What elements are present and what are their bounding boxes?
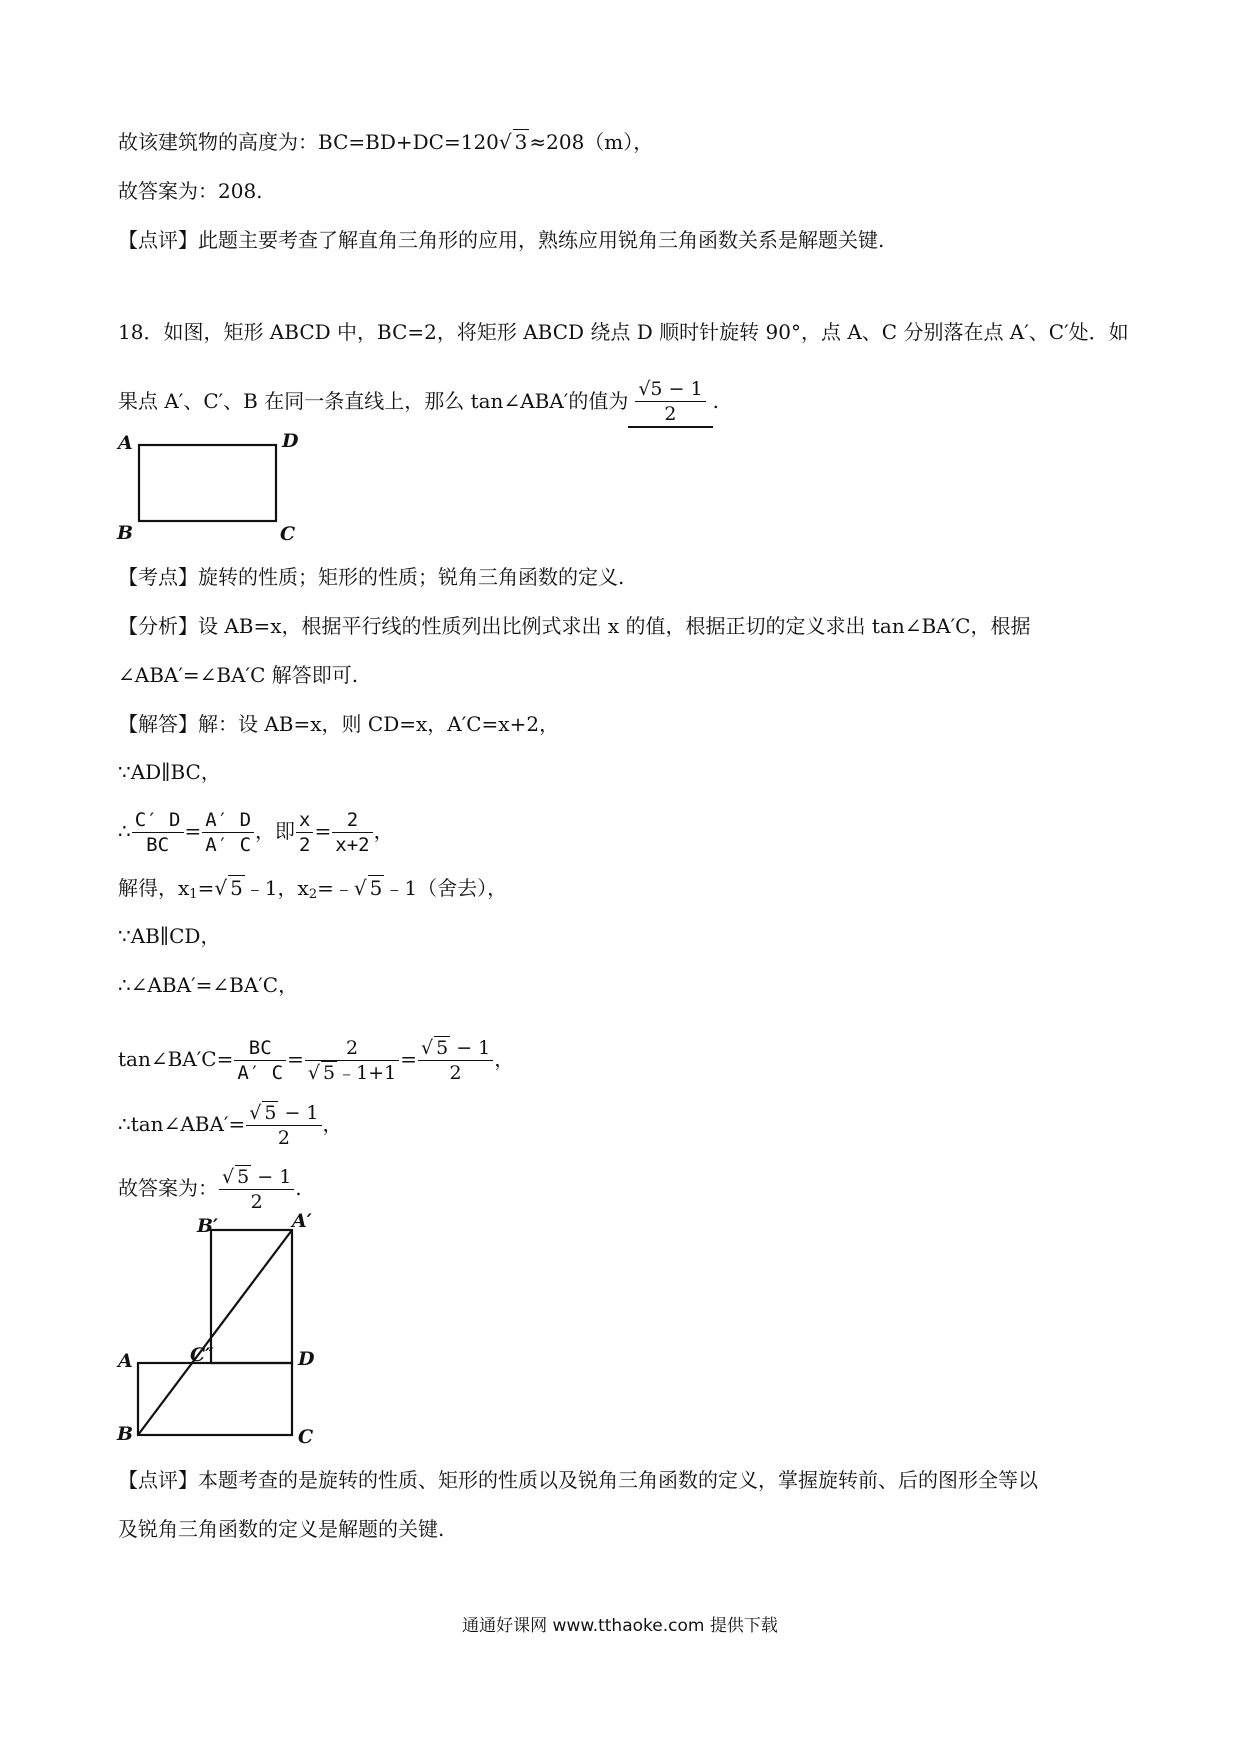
equals: = (184, 819, 202, 843)
figure-rectangle-abcd (110, 428, 330, 543)
sqrt-radicand: 5 (369, 876, 383, 900)
equals: = (197, 876, 215, 900)
sqrt-radicand: 5 (230, 876, 243, 900)
figure-rotation (110, 1205, 350, 1445)
label-b-prime: B′ (197, 1215, 219, 1237)
equals: = (400, 1047, 417, 1071)
comment-line2: 及锐角三角函数的定义是解题的关键. (118, 1517, 445, 1541)
frac-den: A′ C (237, 1062, 284, 1084)
kaodian: 【考点】旋转的性质；矩形的性质；锐角三角函数的定义. (118, 565, 625, 589)
frac-num: 2 (305, 1036, 399, 1061)
rectangle-abcd (138, 1363, 292, 1435)
label-b: B (117, 1423, 134, 1445)
sqrt-symbol: √ (249, 1102, 262, 1124)
fraction-a-d-a-c (202, 808, 254, 857)
frac-den: 2 (277, 1127, 290, 1149)
tan-computation (118, 1036, 514, 1085)
sqrt-radicand: 3 (514, 130, 528, 154)
frac-den (305, 1061, 399, 1085)
rectangle-abcd (139, 445, 276, 521)
den-rest: ﹣1+1 (337, 1062, 397, 1084)
solve-suffix: ﹣1（舍去）， (384, 876, 508, 900)
comment-line1: 【点评】本题考查的是旋转的性质、矩形的性质以及锐角三角函数的定义，掌握旋转前、后的图形全等以 (118, 1468, 1038, 1492)
frac-den: BC (146, 834, 170, 856)
frac-num: x (296, 808, 313, 833)
page-footer: 通通好课网 www.tthaoke.com 提供下载 (462, 1616, 778, 1636)
frac-num (418, 1036, 493, 1061)
height-text: 故该建筑物的高度为：BC=BD+DC=120 (118, 130, 499, 154)
label-b: B (117, 522, 134, 543)
num-rest: − 1 (450, 1037, 491, 1059)
sqrt-radicand: 5 (264, 1102, 277, 1124)
sqrt-symbol: √ (222, 1166, 235, 1188)
fraction-2-x2 (332, 808, 372, 857)
label-c-prime: C″ (190, 1344, 214, 1366)
therefore-symbol: ∴ (118, 819, 131, 843)
comma: ， (494, 1047, 515, 1071)
sqrt-symbol: √ (307, 1062, 320, 1084)
frac-den: 2 (250, 1191, 263, 1213)
height-suffix: ≈208（m）， (529, 130, 654, 154)
fraction-x-2 (296, 808, 313, 857)
equals-minus: =﹣ (317, 876, 354, 900)
frac-den: A′ C (205, 834, 252, 856)
label-a: A (118, 432, 133, 454)
res-prefix: ∴tan∠ABA′= (118, 1112, 246, 1136)
answer-numerator: √5 − 1 (635, 377, 705, 402)
period: . (295, 1176, 302, 1200)
num-rest: − 1 (278, 1102, 319, 1124)
solve-line (118, 874, 507, 902)
answer-denominator: 2 (664, 403, 677, 425)
equals: = (287, 1047, 304, 1071)
frac-num: A′ D (202, 808, 254, 833)
num-rest: − 1 (251, 1166, 292, 1188)
proportion-line (118, 808, 394, 857)
frac-den: 2 (299, 834, 311, 856)
jieda-line: 【解答】解：设 AB=x，则 CD=x，A′C=x+2， (118, 712, 560, 736)
prev-comment: 【点评】此题主要考查了解直角三角形的应用，熟练应用锐角三角函数关系是解题关键. (118, 228, 885, 252)
sqrt-radicand: 5 (322, 1062, 336, 1084)
sqrt-radicand: 5 (436, 1037, 449, 1059)
sqrt-radicand: 5 (237, 1166, 250, 1188)
final-prefix: 故答案为： (118, 1176, 218, 1200)
fraction-result (246, 1101, 321, 1150)
sqrt-symbol: √ (420, 1037, 434, 1059)
frac-num: 2 (332, 808, 372, 833)
prev-answer: 故答案为：208. (118, 179, 263, 203)
label-a: A (118, 1350, 133, 1372)
fraction-root5-minus1-over2 (418, 1036, 493, 1085)
because-ab-cd: ∵AB∥CD， (118, 924, 221, 948)
subscript-1: 1 (189, 887, 198, 902)
frac-num (219, 1165, 294, 1190)
frac-num: C′ D (132, 808, 184, 833)
q18-stem-line2 (118, 377, 719, 428)
solve-text: 解得，x (118, 876, 190, 900)
tan-result (118, 1101, 343, 1150)
label-c: C (280, 523, 296, 543)
label-a-prime: A′ (292, 1210, 312, 1232)
frac-num (246, 1101, 321, 1126)
sqrt-symbol: √ (214, 876, 228, 900)
fraction-2-root5 (305, 1036, 399, 1085)
solve-mid: ﹣1，x (244, 876, 309, 900)
comma: ， (373, 819, 394, 843)
ji-text: ，即 (255, 819, 296, 843)
angle-equality: ∴∠ABA′=∠BA′C， (118, 973, 299, 997)
answer-blank (628, 377, 712, 428)
fenxi-line1: 【分析】设 AB=x，根据平行线的性质列出比例式求出 x 的值，根据正切的定义求出 tan∠BA′C，根据 (118, 614, 1031, 638)
sqrt-symbol: √ (498, 130, 512, 154)
q18-stem-text: 果点 A′、C′、B 在同一条直线上，那么 tan∠ABA′的值为 (118, 389, 629, 413)
frac-den: x+2 (335, 834, 370, 856)
equals: = (314, 819, 332, 843)
subscript-2: 2 (308, 887, 318, 902)
height-line (118, 128, 653, 156)
label-d: D (298, 1348, 315, 1370)
q18-stem-line1: 18．如图，矩形 ABCD 中，BC=2，将矩形 ABCD 绕点 D 顺时针旋转 90°，点 A、C 分别落在点 A′、C′处．如 (118, 320, 1129, 344)
frac-num: BC (234, 1036, 286, 1061)
fraction-c-d-bc (132, 808, 184, 857)
comma: ， (322, 1112, 343, 1136)
frac-den: 2 (449, 1062, 462, 1084)
q18-period: . (712, 389, 719, 413)
because-ad-bc: ∵AD∥BC， (118, 760, 221, 784)
rotated-rectangle (211, 1230, 292, 1363)
label-d: D (282, 430, 299, 452)
fraction-bc-ac (234, 1036, 286, 1085)
label-c: C (298, 1426, 314, 1445)
fenxi-line2: ∠ABA′=∠BA′C 解答即可. (118, 663, 359, 687)
sqrt-symbol: √ (353, 876, 367, 900)
line-b-a-prime (138, 1230, 292, 1435)
tan-prefix: tan∠BA′C= (118, 1047, 234, 1071)
